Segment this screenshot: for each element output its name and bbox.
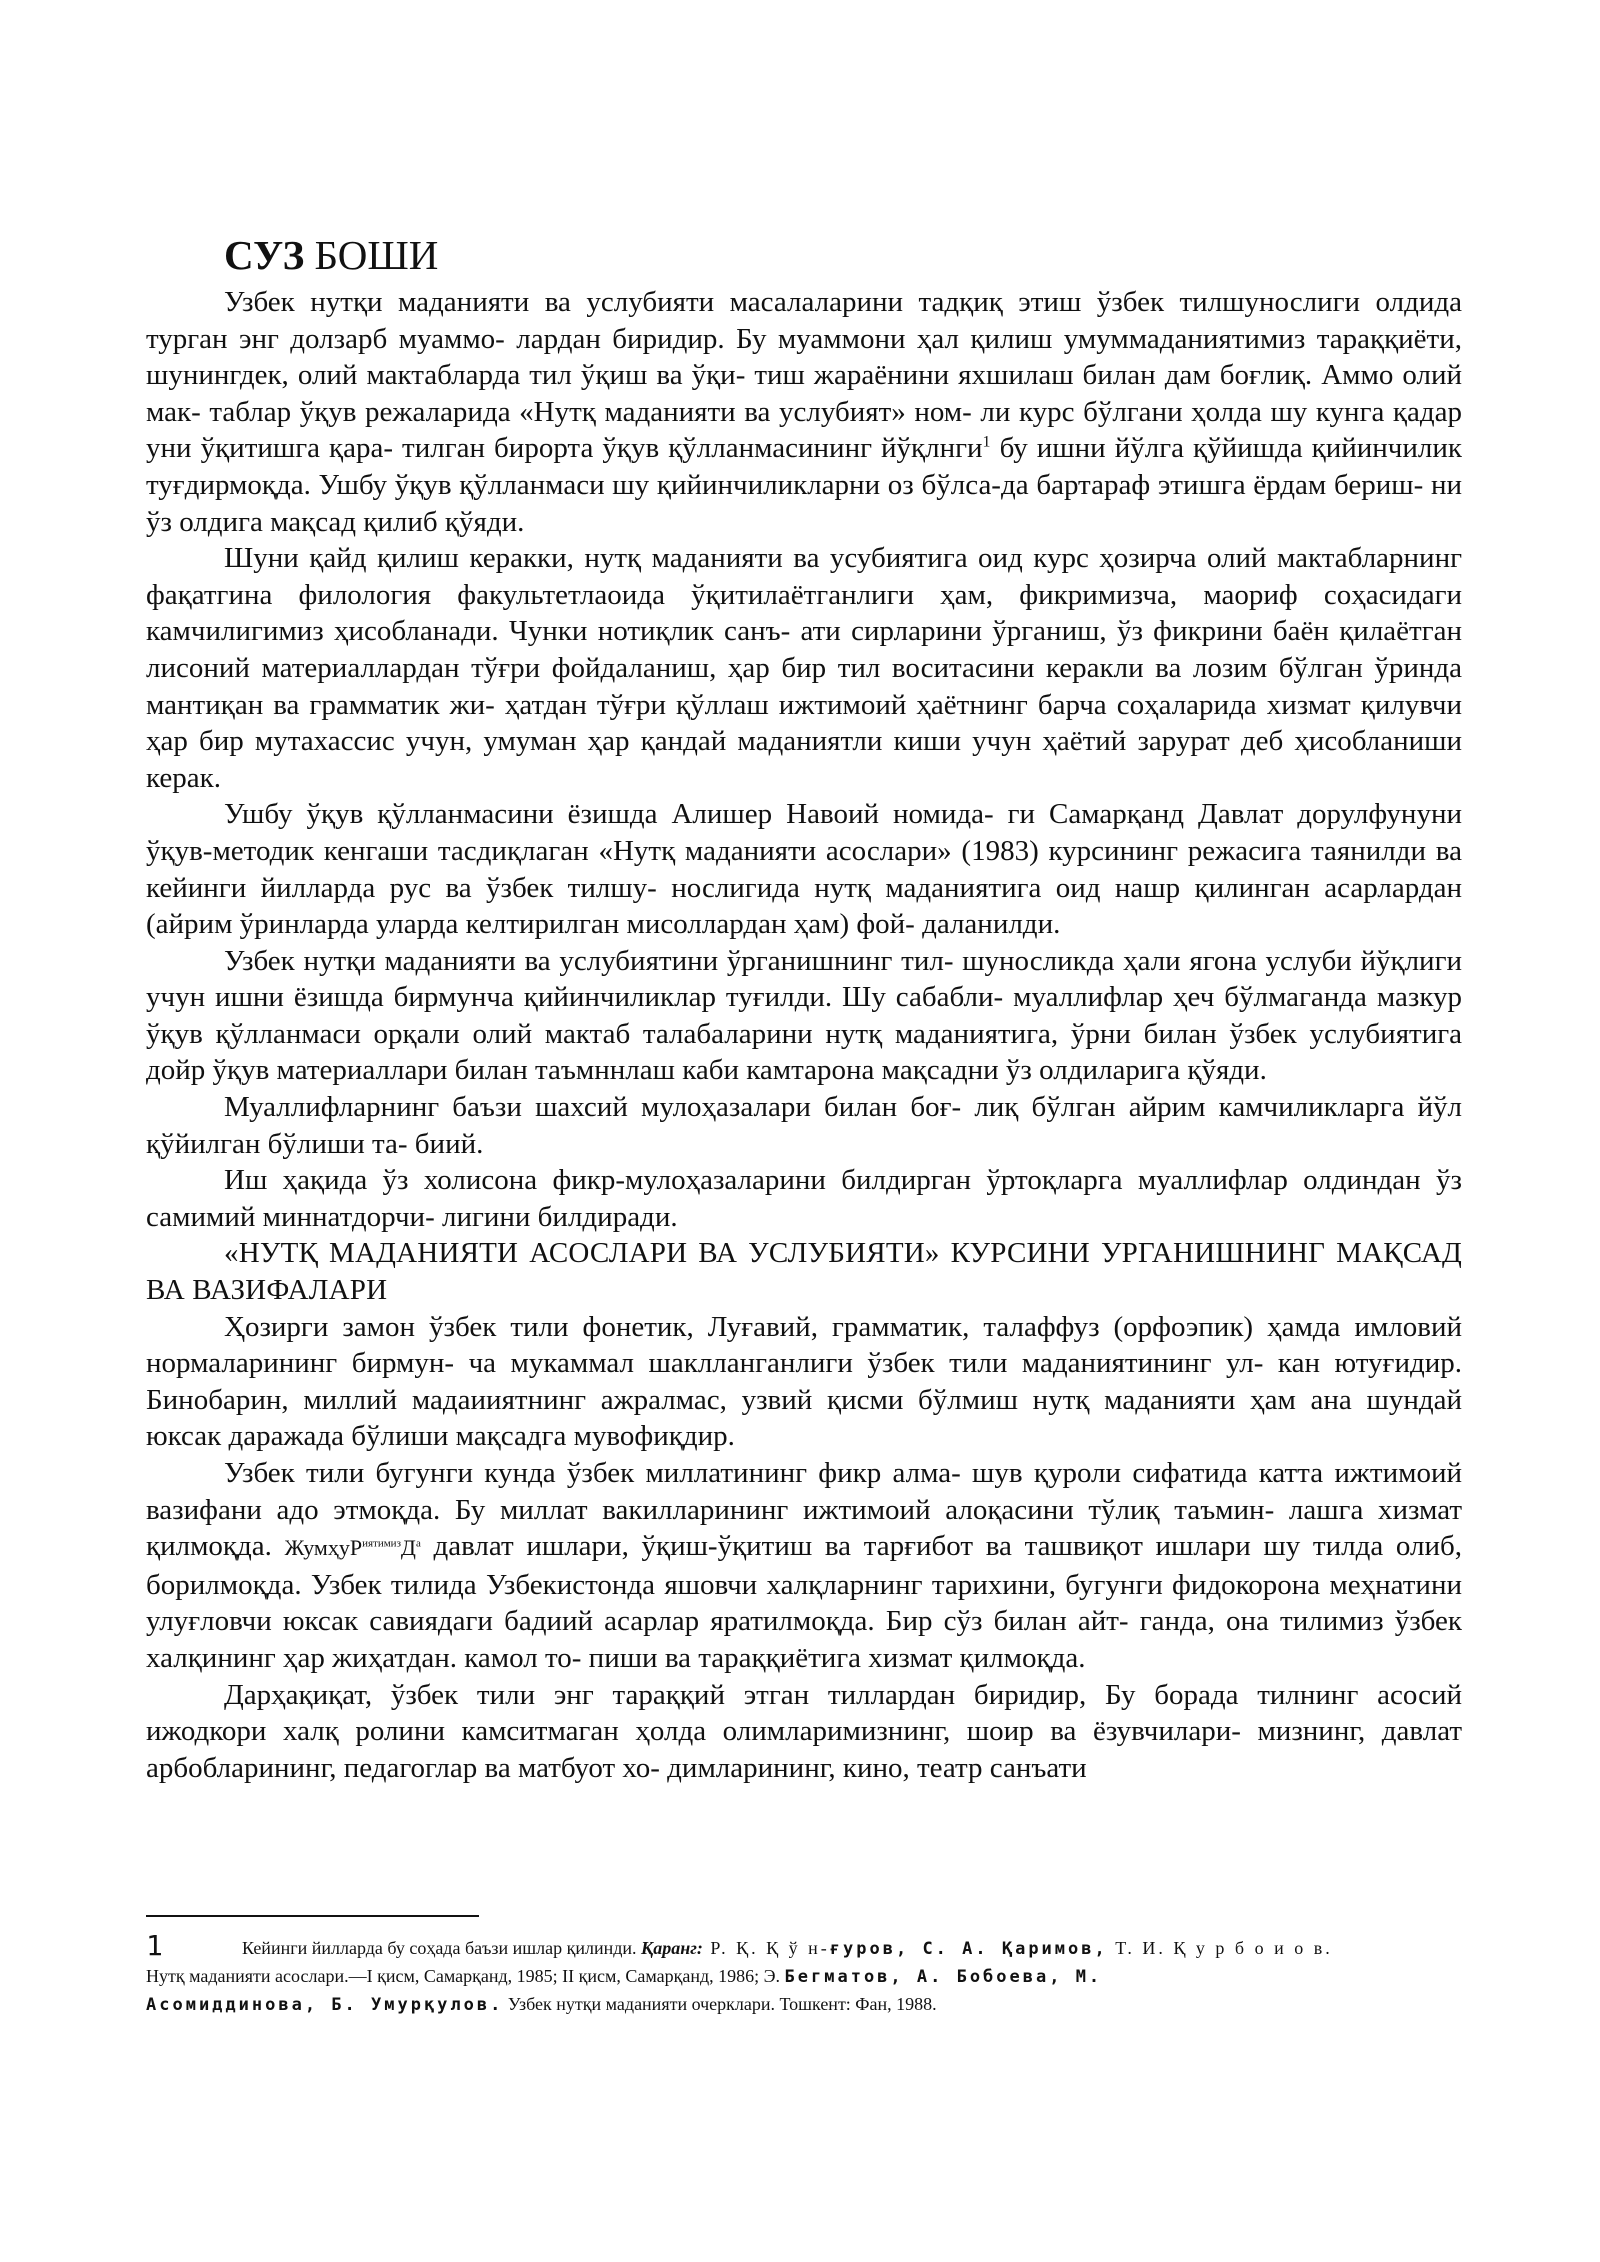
footnote-divider xyxy=(146,1915,479,1917)
paragraph-8 xyxy=(146,1455,1462,1677)
title-bold-word: СУЗ xyxy=(224,232,305,278)
footnote-line-1 xyxy=(146,1929,1462,1963)
paragraph-8-tail: давлат ишлари, ўқиш-ўқитиш ва тарғибот ва ташвиқот ишлари шу тилда олиб, борилмоқда. Узбек тилида Узбекистонда яшовчи халқларнинг тарихини, бугунги фидокорона меҳнатини улуғловчи юксак савиядаги бадиий асарлар яратилмоқда. Бир сўз билан айт- ганда, она тилимиз ўзбек халқининг ҳар жиҳатдан. камол то- пиши ва тараққиётига хизмат қилмоқда. xyxy=(146,1530,1462,1674)
page-title xyxy=(224,230,1462,280)
footnote xyxy=(146,1929,1462,2019)
paragraph-7: Ҳозирги замон ўзбек тили фонетик, Луғавий, грамматик, талаффуз (орфоэпик) ҳамда имловий нормаларининг бирмун- ча мукаммал шаклланганлиги ўзбек тили маданиятининг ул- кан ютуғидир. Бинобарин, миллий мадаииятнинг ажралмас, узвий қисми бўлмиш нутқ маданияти ҳам ана шундай юксак даражада бўлиши мақсадга мувофиқдир. xyxy=(146,1310,1462,1453)
paragraph-1-text: Узбек нутқи маданияти ва услубияти масалаларини тадқиқ этиш ўзбек тилшунослиги олдида турган энг долзарб муаммо- лардан биридир. Бу муаммони ҳал қилиш умуммаданиятимиз тараққиёти, шунингдек, олий мактабларда тил ўқиш ва ўқи- тиш жараёнини яхшилаш билан дам боғлиқ. Аммо олий мак- таблар ўқув режаларида «Нутқ маданияти ва услубият» ном- ли курс бўлгани ҳолда шу кунга қадар уни ўқитишга қара- тилган бирорта ўқув қўлланмасининг йўқлнги xyxy=(146,286,1462,465)
footnote-authors: ғуров, С. А. Қаримов, xyxy=(829,1939,1108,1959)
garbled-word-main: ЖумҳуР xyxy=(284,1535,363,1561)
footnote-author-start: Р. Қ. Қ ў н- xyxy=(702,1938,830,1958)
garbled-word-d: Д xyxy=(400,1535,416,1561)
footnote-number: 1 xyxy=(146,1929,163,1962)
footnote-text-3: Узбек нутқи маданияти очерклари. Тошкент: Фан, 1988. xyxy=(503,1994,937,2014)
footnote-text: Кейинги йилларда бу соҳада баъзи ишлар қилинди. xyxy=(242,1938,642,1958)
paragraph-2: Шуни қайд қилиш керакки, нутқ маданияти ва усубиятига оид курс ҳозирча олий мактабларнинг фақатгина филология факультетлаоида ўқитилаётганлиги ҳам, фикримизча, маориф соҳасидаги камчилигимиз ҳисобланади. Чунки нотиқлик санъ- ати сирларини ўрганиш, ўз фикрини баён қилаётган лисоний материаллардан тўғри фойдаланиш, ҳар бир тил воситасини керакли ва лозим бўлган ўринда мантиқан ва грамматик жи- ҳатдан тўғри қўллаш ижтимоий ҳаётнинг барча соҳаларида хизмат қилувчи ҳар бир мутахассис учун, умуман ҳар қандай маданиятли киши учун ҳаётий зарурат деб ҳисобланиши керак. xyxy=(146,542,1462,794)
paragraph-3: Ушбу ўқув қўлланмасини ёзишда Алишер Навоий номида- ги Самарқанд Давлат дорулфунуни ўқув-методик кенгаши тасдиқлаган «Нутқ маданияти асослари» (1983) курсининг режасига таянилди ва кейинги йилларда рус ва ўзбек тилшу- нослигида нутқ маданиятига оид нашр қилинган асарлардан (айрим ўринларда уларда келтирилган мисоллардан ҳам) фой- даланилди. xyxy=(146,798,1462,941)
garbled-word-sup2: а xyxy=(415,1537,421,1550)
footnote-ref: 1 xyxy=(982,433,991,451)
footnote-text-2: Нутқ маданияти асослари.—I қисм, Самарқанд, 1985; II қисм, Самарқанд, 1986; Э. xyxy=(146,1966,781,1986)
paragraph-8-text: Узбек тили бугунги кунда ўзбек миллатининг фикр алма- шув қуроли сифатида катта ижтимоий вазифани адо этмоқда. Бу миллат вакилларининг ижтимоий алоқасини тўлиқ таъмин- лашга хизмат қилмоқда. xyxy=(146,1457,1462,1563)
footnote-authors-3: Асомиддинова, Б. Умурқулов. xyxy=(146,1995,504,2015)
paragraph-1 xyxy=(146,284,1462,540)
garbled-word-sup: иятимиз xyxy=(362,1537,401,1550)
title-rest-word: БОШИ xyxy=(314,232,439,278)
document-page xyxy=(146,230,1462,1786)
paragraph-9: Дарҳақиқат, ўзбек тили энг тараққий этган тиллардан биридир, Бу борада тилнинг асосий ижодкори халқ ролини камситмаган ҳолда олимларимизнинг, шоир ва ёзувчилари- мизнинг, давлат арбобларининг, педагоглар ва матбуот хо- димларининг, кино, театр санъати xyxy=(146,1678,1462,1784)
footnote-line-2 xyxy=(146,1963,1462,1991)
footnote-authors-2: Бегматов, А. Бобоева, М. xyxy=(784,1967,1103,1987)
paragraph-5: Муаллифларнинг баъзи шахсий мулоҳазалари билан боғ- лиқ бўлган айрим камчиликларга йўл қўйилган бўлиши та- биий. xyxy=(146,1091,1462,1160)
section-heading: «НУТҚ МАДАНИЯТИ АСОСЛАРИ ВА УСЛУБИЯТИ» КУРСИНИ УРГАНИШНИНГ МАҚСАД ВА ВАЗИФАЛАРИ xyxy=(146,1237,1462,1307)
paragraph-1-tail: бу ишни йўлга қўйишда қийинчилик туғдирмоқда. Ушбу ўқув қўлланмаси шу қийинчиликларни оз бўлса-да бартараф этишга ёрдам бериш- ни ўз олдига мақсад қилиб қўяди. xyxy=(146,432,1462,538)
paragraph-4: Узбек нутқи маданияти ва услубиятини ўрганишнинг тил- шуносликда ҳали ягона услуби йўқлиги учун ишни ёзишда бирмунча қийинчиликлар туғилди. Шу сабабли- муаллифлар ҳеч бўлмаганда мазкур ўқув қўлланмаси орқали олий мактаб талабаларини нутқ маданиятига, ўрни билан ўзбек услубиятига дойр ўқув материаллари билан таъмннлаш каби камтарона мақсадни ўз олдиларига қўяди. xyxy=(146,944,1462,1087)
footnote-line-3 xyxy=(146,1991,1462,2019)
footnote-author-end: Т. И. Қ у р б о и о в. xyxy=(1107,1938,1333,1958)
footnote-see: Қаранг: xyxy=(641,1938,703,1958)
paragraph-6: Иш ҳақида ўз холисона фикр-мулоҳазаларини билдирган ўртоқларга муаллифлар олдиндан ўз самимий миннатдорчи- лигини билдиради. xyxy=(146,1164,1462,1233)
garbled-word xyxy=(285,1535,421,1560)
